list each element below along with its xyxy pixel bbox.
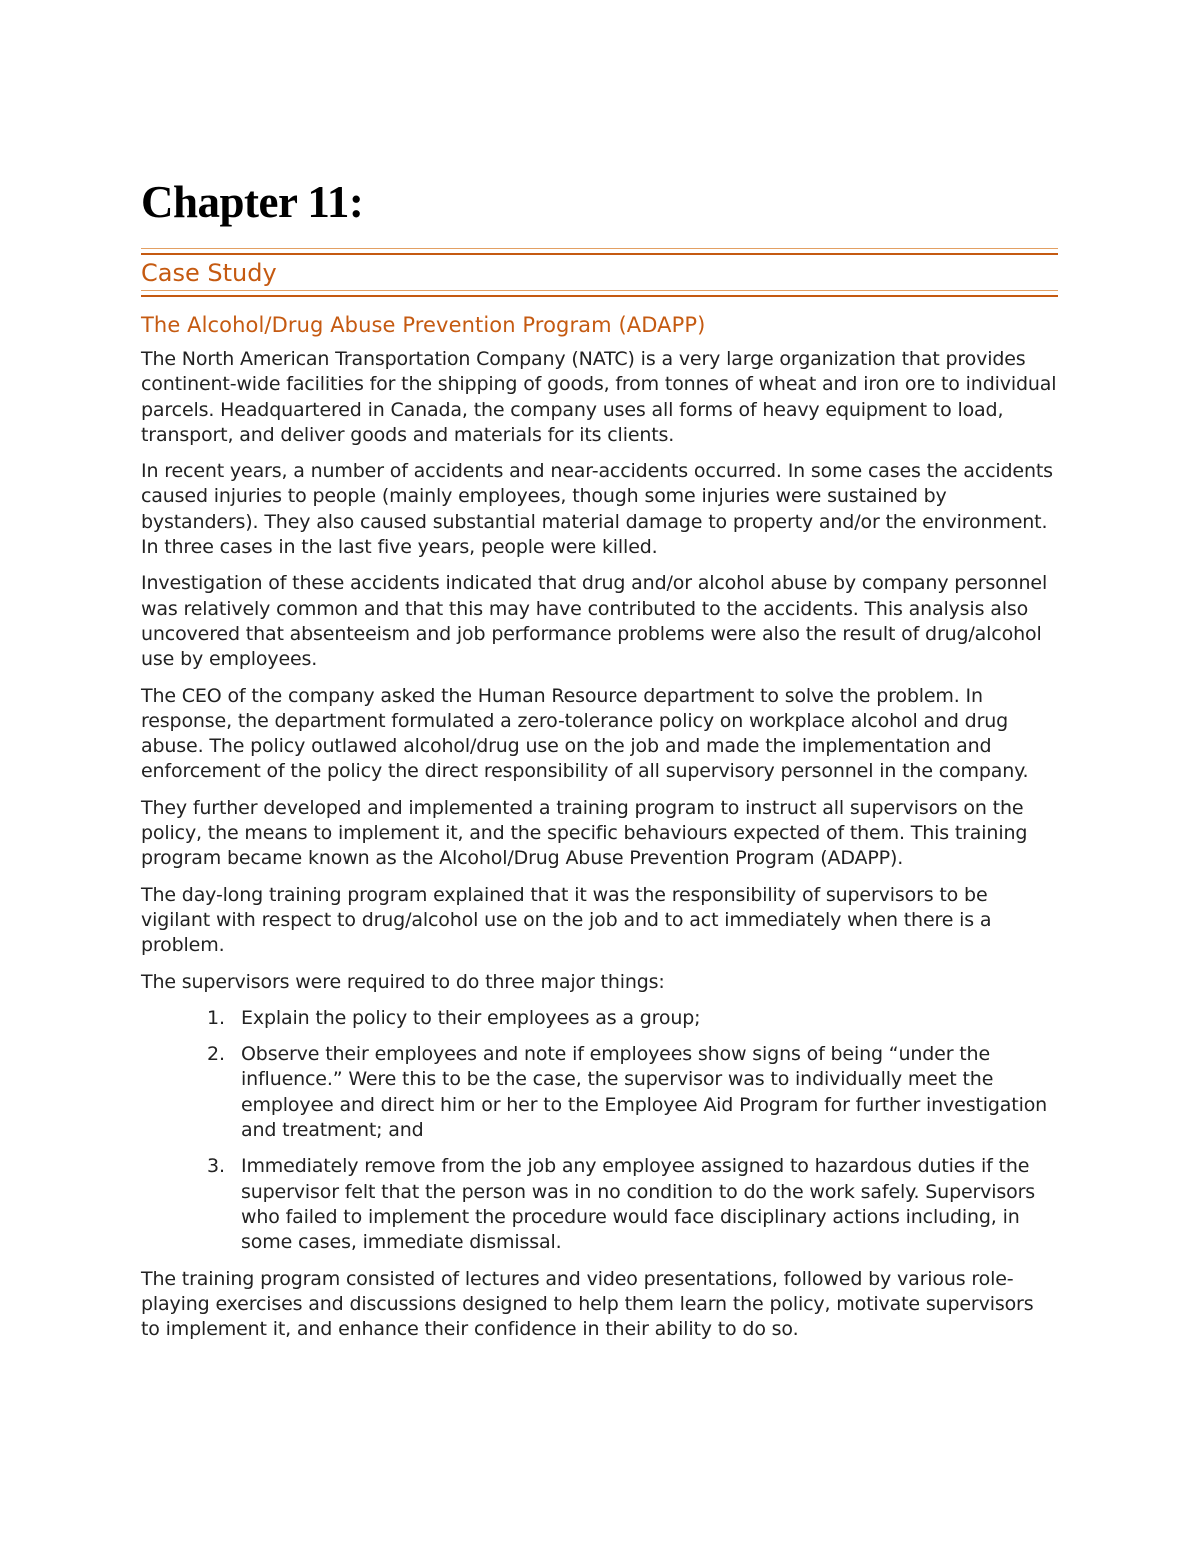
case-study-title: The Alcohol/Drug Abuse Prevention Program (ADAPP) [141, 313, 706, 337]
paragraph: The training program consisted of lectures and video presentations, followed by various role-playing exercises and discussions designed to help them learn the policy, motivate supervisors to implement it, and enhance their confidence in their ability to do so. [141, 1267, 1034, 1341]
list-item-number: 2. [207, 1043, 225, 1066]
list-item [141, 1006, 1058, 1031]
list-item-number: 1. [207, 1006, 225, 1029]
list-item-text: Explain the policy to their employees as a group; [241, 1006, 701, 1029]
paragraph: The supervisors were required to do three major things: [141, 970, 665, 993]
document-page [141, 172, 1058, 1353]
paragraph: They further developed and implemented a training program to instruct all supervisors on the policy, the means to implement it, and the specific behaviours expected of them. This training program became known as the Alcohol/Drug Abuse Prevention Program (ADAPP). [141, 796, 1028, 870]
chapter-title: Chapter 11: [141, 177, 364, 227]
paragraph: The North American Transportation Company (NATC) is a very large organization that provides continent-wide facilities for the shipping of goods, from tonnes of wheat and iron ore to individual parcels. Headquartered in Canada, the company uses all forms of heavy equipment to load, transport, and deliver goods and materials for its clients. [141, 348, 1057, 446]
paragraph: The day-long training program explained that it was the responsibility of supervisors to be vigilant with respect to drug/alcohol use on the job and to act immediately when there is a problem. [141, 883, 992, 957]
list-item-text: Observe their employees and note if employees show signs of being “under the influence.” Were this to be the case, the supervisor was to individually meet the employee and direct him or her to the Employee Aid Program for further investigation and treatment; and [241, 1043, 1048, 1142]
paragraph: The CEO of the company asked the Human Resource department to solve the problem. In response, the department formulated a zero-tolerance policy on workplace alcohol and drug abuse. The policy outlawed alcohol/drug use on the job and made the implementation and enforcement of the policy the direct responsibility of all supervisory personnel in the company. [141, 684, 1029, 783]
requirements-list [141, 1006, 1058, 1256]
paragraph: In recent years, a number of accidents and near-accidents occurred. In some cases the accidents caused injuries to people (mainly employees, though some injuries were sustained by bystanders). They also caused substantial material damage to property and/or the environment. In three cases in the last five years, people were killed. [141, 460, 1053, 559]
list-item [141, 1042, 1058, 1143]
section-title: Case Study [141, 259, 277, 287]
list-item-number: 3. [207, 1155, 225, 1178]
paragraph: Investigation of these accidents indicated that drug and/or alcohol abuse by company personnel was relatively common and that this may have contributed to the accidents. This analysis also uncovered that absenteeism and job performance problems were also the result of drug/alcohol use by employees. [141, 572, 1048, 671]
section-rule-bottom [141, 290, 1058, 297]
list-item-text: Immediately remove from the job any employee assigned to hazardous duties if the supervisor felt that the person was in no condition to do the work safely. Supervisors who failed to implement the procedure would face disciplinary actions including, in some cases, immediate dismissal. [241, 1155, 1036, 1254]
list-item [141, 1154, 1058, 1255]
section-rule-top [141, 248, 1058, 255]
